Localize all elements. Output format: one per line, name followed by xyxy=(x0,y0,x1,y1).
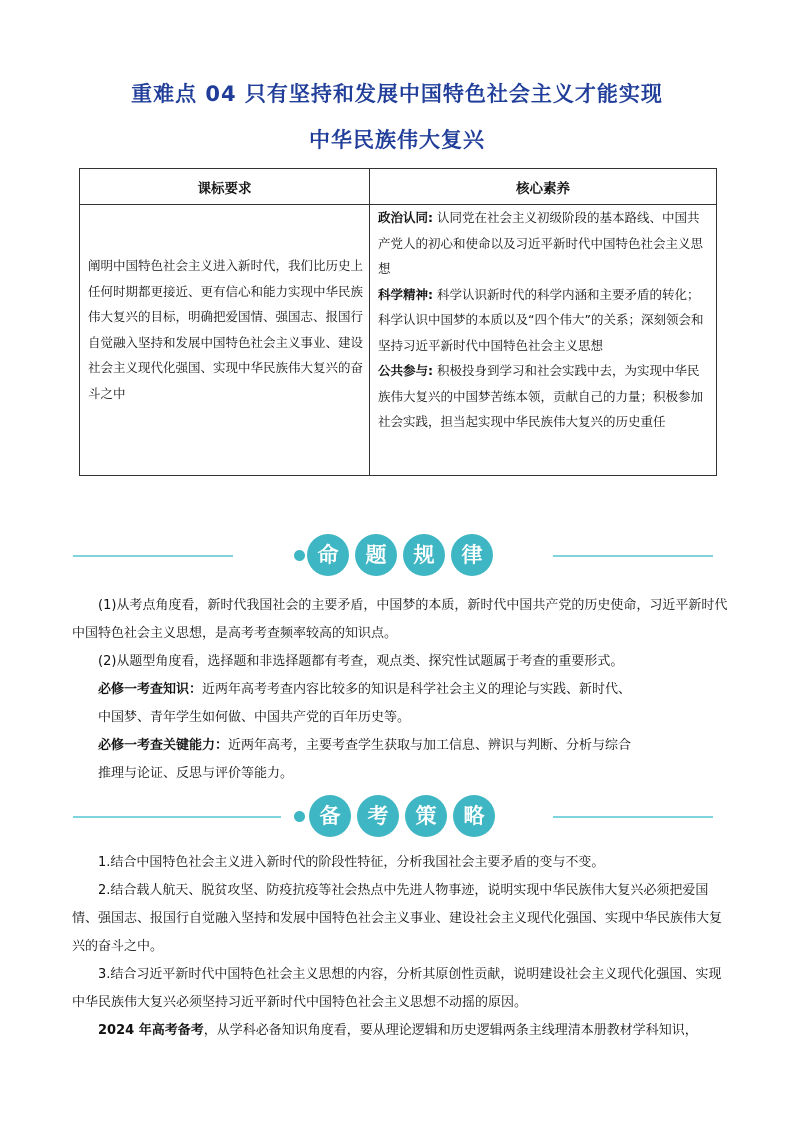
section-header-prep-strategy xyxy=(0,793,794,841)
decorative-dot-icon xyxy=(294,811,305,822)
strategy-item-4 xyxy=(72,1017,732,1045)
literacy-label: 政治认同: xyxy=(378,210,433,225)
knowledge-continued: 中国梦、青年学生如何做、中国共产党的百年历史等。 xyxy=(98,710,411,725)
ability-paragraph xyxy=(72,732,732,760)
ability-text: 近两年高考，主要考查学生获取与加工信息、辨识与判断、分析与综合 xyxy=(228,738,632,753)
knowledge-label: 必修一考查知识： xyxy=(98,682,203,697)
exam-patterns-content xyxy=(72,592,732,788)
literacy-label: 科学精神: xyxy=(378,286,433,302)
table-header-literacy: 核心素养 xyxy=(370,169,717,205)
divider-right xyxy=(553,555,713,557)
knowledge-text: 近两年高考考查内容比较多的知识是科学社会主义的理论与实践、新时代、 xyxy=(202,682,632,697)
section-char: 略 xyxy=(453,795,495,837)
literacy-text: 积极投身到学习和社会实践中去，为实现中华民族伟大复兴的中国梦苦练本领，贡献自己的力量；积极参加社会实践，担当起实现中华民族伟大复兴的历史重任 xyxy=(378,363,704,429)
requirements-cell: 阐明中国特色社会主义进入新时代，我们比历史上任何时期都更接近、更有信心和能力实现中华民族伟大复兴的目标，明确把爱国情、强国志、报国行自觉融入坚持和发展中国特色社会主义事业、建设社会主义现代化强国、实现中华民族伟大复兴的奋斗之中 xyxy=(80,205,370,476)
section-char: 命 xyxy=(307,534,349,576)
section-header-exam-patterns xyxy=(0,532,794,580)
page-title-line1: 重难点 04 只有坚持和发展中国特色社会主义才能实现 xyxy=(131,82,663,106)
section-char: 律 xyxy=(451,534,493,576)
curriculum-table xyxy=(79,168,717,476)
literacy-political xyxy=(378,205,710,282)
section-char: 考 xyxy=(357,795,399,837)
section-char: 策 xyxy=(405,795,447,837)
literacy-science xyxy=(378,282,710,359)
knowledge-paragraph xyxy=(72,676,732,704)
divider-left xyxy=(73,555,233,557)
strategy-item-3: 3.结合习近平新时代中国特色社会主义思想的内容，分析其原创性贡献，说明建设社会主义现代化强国、实现中华民族伟大复兴必须坚持习近平新时代中国特色社会主义思想不动摇的原因。 xyxy=(72,967,722,1010)
literacy-label: 公共参与: xyxy=(378,363,433,378)
divider-right xyxy=(553,816,713,818)
section-char: 备 xyxy=(309,795,351,837)
pattern-paragraph-2: (2)从题型角度看，选择题和非选择题都有考查，观点类、探究性试题属于考查的重要形式。 xyxy=(98,654,624,669)
table-header-requirements: 课标要求 xyxy=(80,169,370,205)
prep-label: 2024 年高考备考 xyxy=(98,1023,204,1038)
ability-label: 必修一考查关键能力： xyxy=(98,738,229,753)
pattern-paragraph-1: (1)从考点角度看，新时代我国社会的主要矛盾，中国梦的本质，新时代中国共产党的历史使命，习近平新时代中国特色社会主义思想，是高考考查频率较高的知识点。 xyxy=(72,598,728,641)
strategy-item-2: 2.结合载人航天、脱贫攻坚、防疫抗疫等社会热点中先进人物事迹，说明实现中华民族伟大复兴必须把爱国情、强国志、报国行自觉融入坚持和发展中国特色社会主义事业、建设社会主义现代化强国、实现中华民族伟大复兴的奋斗之中。 xyxy=(72,883,723,954)
literacy-cell xyxy=(370,205,717,476)
section-char: 题 xyxy=(355,534,397,576)
literacy-text: 认同党在社会主义初级阶段的基本路线、中国共产党人的初心和使命以及习近平新时代中国特色社会主义思想 xyxy=(378,210,704,276)
strategy-item-1: 1.结合中国特色社会主义进入新时代的阶段性特征，分析我国社会主要矛盾的变与不变。 xyxy=(98,855,605,870)
ability-continued: 推理与论证、反思与评价等能力。 xyxy=(98,766,294,781)
section-char: 规 xyxy=(403,534,445,576)
prep-text: ，从学科必备知识角度看，要从理论逻辑和历史逻辑两条主线理清本册教材学科知识， xyxy=(203,1023,698,1038)
literacy-participation xyxy=(378,358,710,435)
prep-strategy-content xyxy=(72,849,732,1045)
decorative-dot-icon xyxy=(294,550,305,561)
literacy-text: 科学认识新时代的科学内涵和主要矛盾的转化；科学认识中国梦的本质以及“四个伟大”的关系；深刻领会和坚持习近平新时代中国特色社会主义思想 xyxy=(378,286,704,353)
divider-left xyxy=(73,816,281,818)
page-title-line2: 中华民族伟大复兴 xyxy=(309,128,485,152)
